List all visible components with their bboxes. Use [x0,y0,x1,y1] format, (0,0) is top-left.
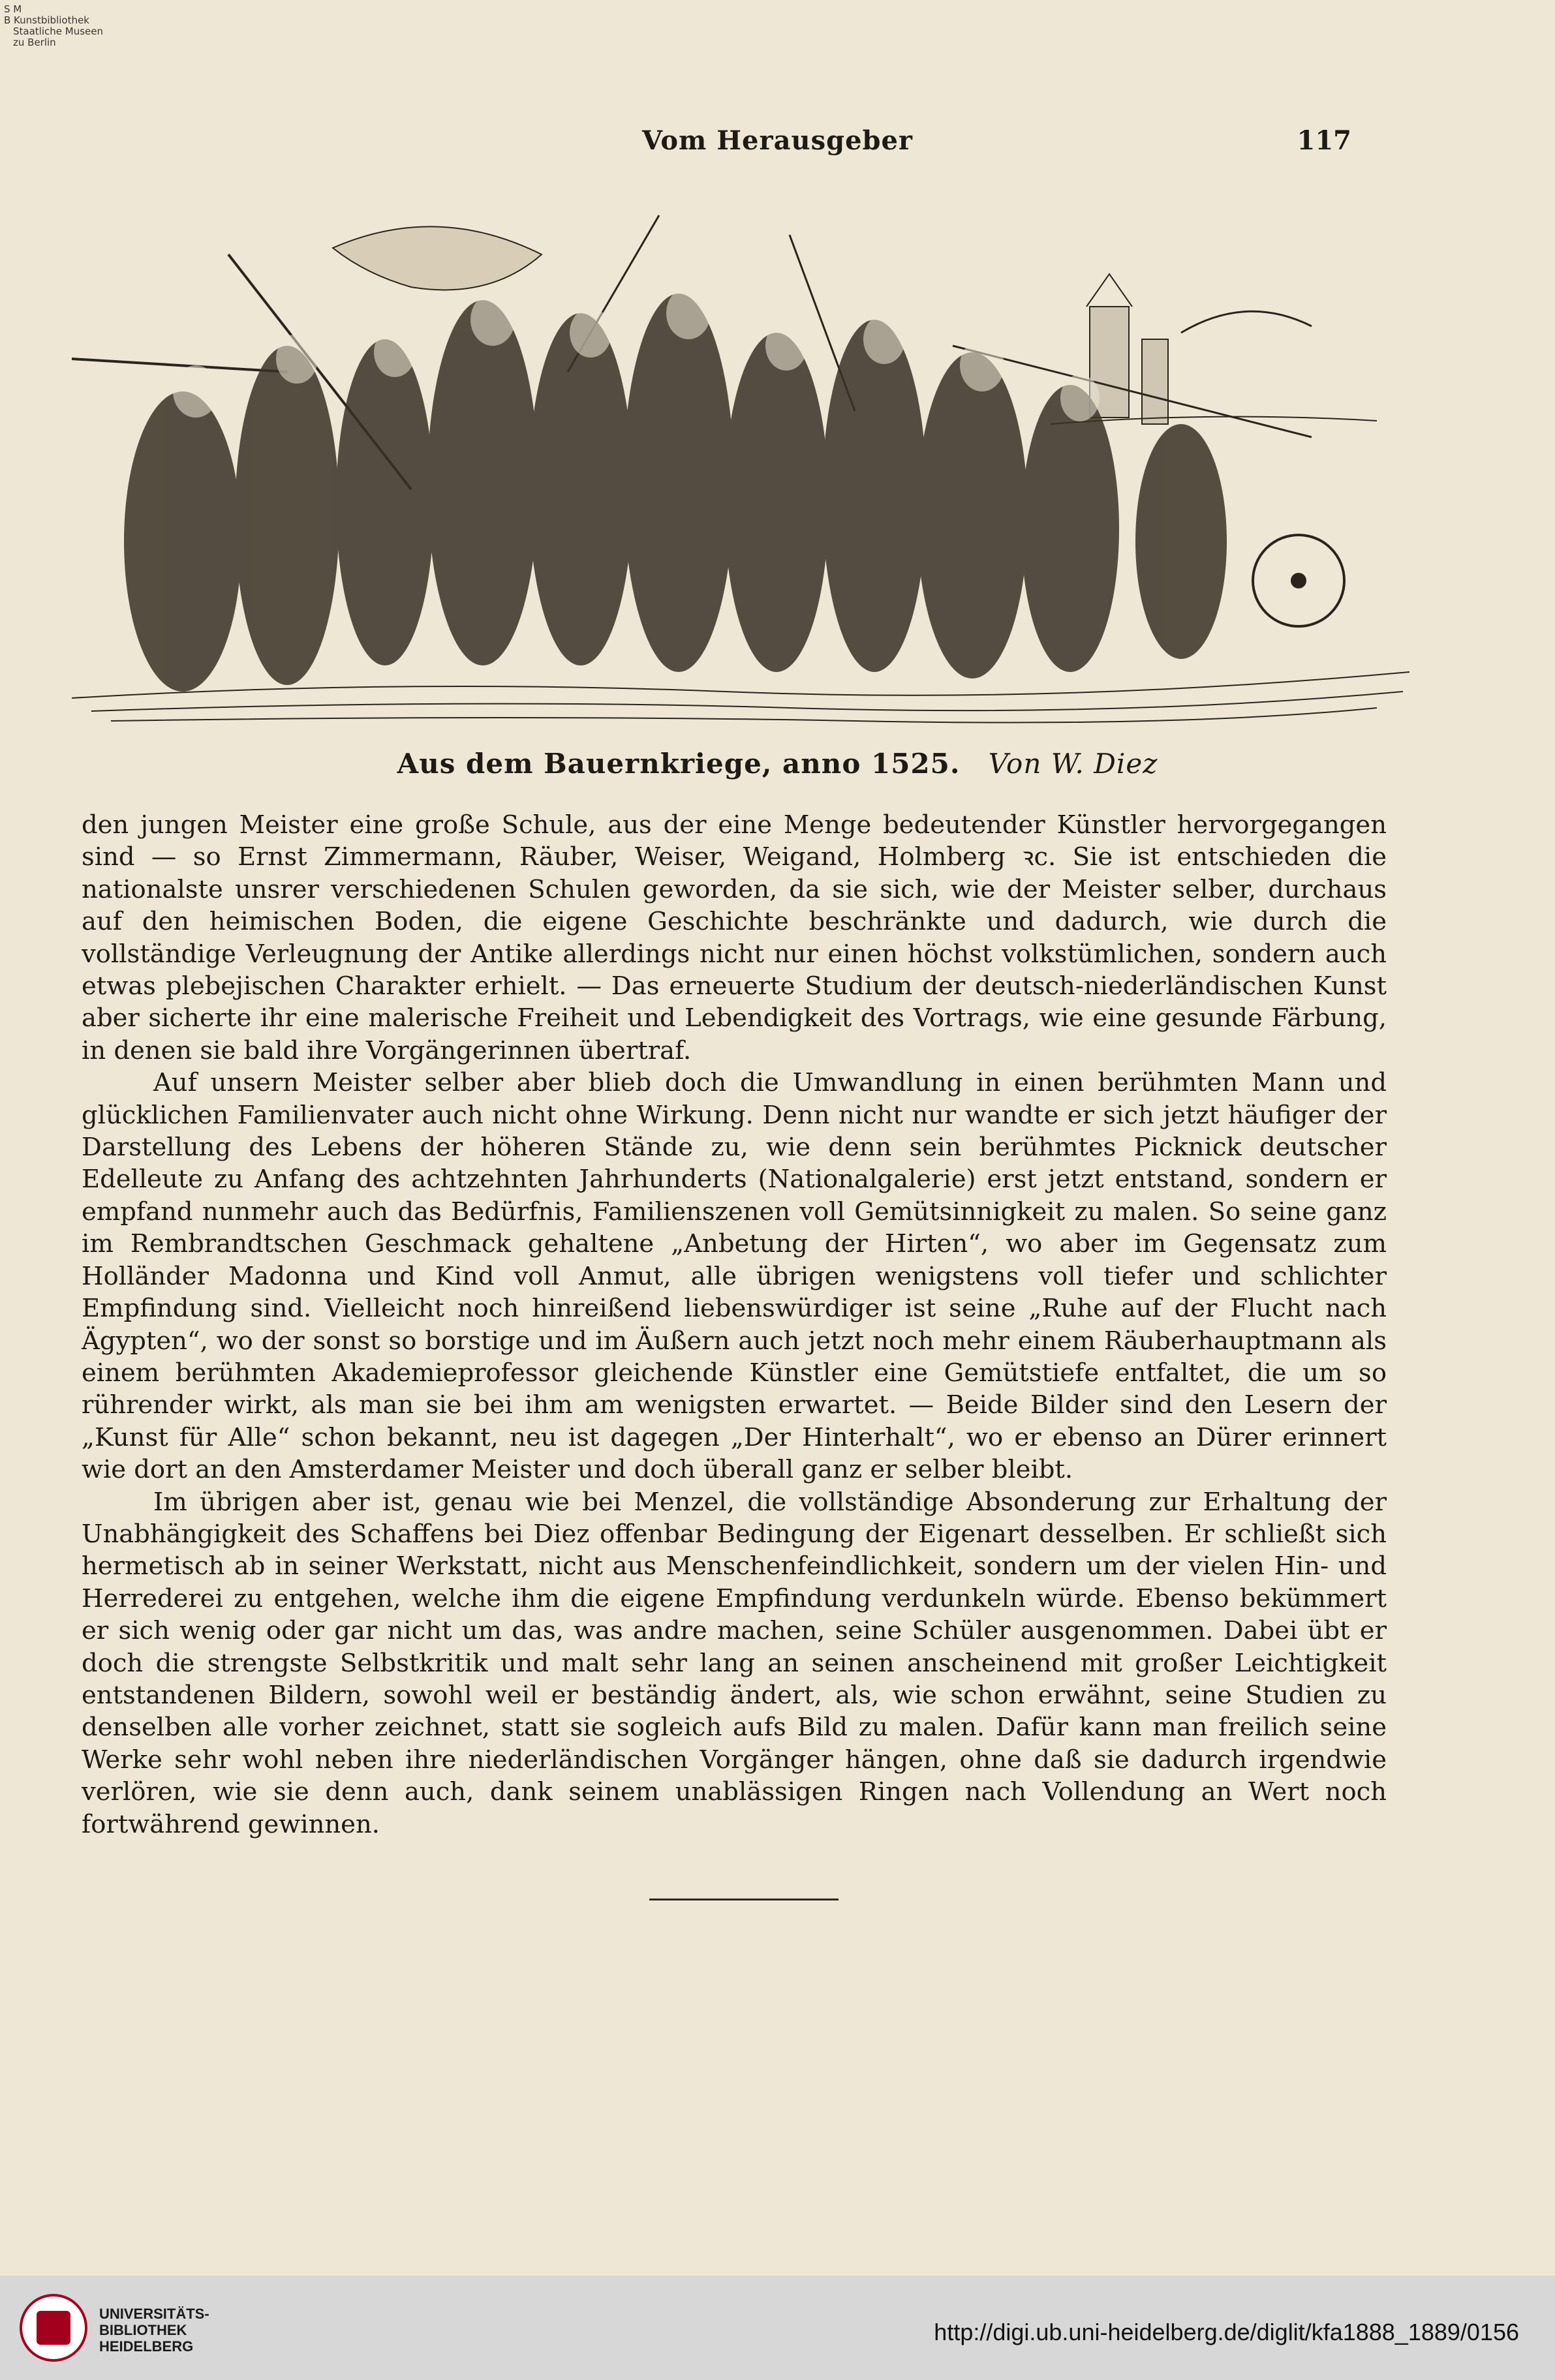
caption-author: Von W. Diez [988,748,1158,780]
stamp-line: Staatliche Museen [13,25,103,37]
article-body [82,809,1387,1840]
digitization-footer [0,2276,1555,2380]
library-stamp [4,4,103,48]
source-url-link[interactable]: http://digi.ub.uni-heidelberg.de/diglit/kfa1888_1889/0156 [934,2319,1519,2345]
paragraph: Auf unsern Meister selber aber blieb doch die Umwandlung in einen berühmten Mann und glücklichen Familienvater auch nicht ohne Wirkung. Denn nicht nur wandte er sich jetzt häufiger der Darstellung des Lebens der höheren Stände zu, wie denn sein berühmtes Picknick deutscher Edelleute zu Anfang des achtzehnten Jahrhunderts (Nationalgalerie) erst jetzt entstand, sondern er empfand nunmehr auch das Bedürfnis, Familienszenen voll Gemütsinnigkeit zu malen. So seine ganz im Rembrandtschen Geschmack gehaltene „Anbetung der Hirten“, wo aber im Gegensatz zum Holländer Madonna und Kind voll Anmut, alle übrigen wenigstens voll tiefer und schlichter Empfindung sind. Vielleicht noch hinreißend liebenswürdiger ist seine „Ruhe auf der Flucht nach Ägypten“, wo der sonst so borstige und im Äußern auch jetzt noch mehr einem Räuberhauptmann als einem berühmten Akademieprofessor gleichende Künstler eine Gemütstiefe entfaltet, die um so rührender wirkt, als man sie bei ihm am wenigsten erwartet. — Beide Bilder sind den Lesern der „Kunst für Alle“ schon bekannt, neu ist dagegen „Der Hinterhalt“, wo er ebenso an Dürer erinnert wie dort an den Amsterdamer Meister und doch überall ganz er selber bleibt. [82,1068,1387,1485]
university-seal-icon [20,2294,87,2362]
engraving-illustration [72,176,1409,731]
stamp-line: zu Berlin [13,37,56,48]
section-divider [649,1899,839,1900]
library-name: UNIVERSITÄTS- BIBLIOTHEK HEIDELBERG [99,2306,209,2355]
caption-title: Aus dem Bauernkriege, anno 1525. [397,748,961,780]
paragraph: den jungen Meister eine große Schule, aus der eine Menge bedeutender Künstler hervorgegangen sind — so Ernst Zimmermann, Räuber, Weiser, Weigand, Holmberg ꝛc. Sie ist entschieden die nationalste unsrer verschiedenen Schulen geworden, da sie sich, wie der Meister selber, durchaus auf den heimischen Boden, die eigene Geschichte beschränkte und dadurch, wie durch die vollständige Verleugnung der Antike allerdings nicht nur einen höchst volkstümlichen, sondern auch etwas plebejischen Charakter erhielt. — Das erneuerte Studium der deutsch-niederländischen Kunst aber sicherte ihr eine malerische Freiheit und Lebendigkeit des Vortrags, wie eine gesunde Färbung, in denen sie bald ihre Vorgängerinnen übertraf. [82,810,1387,1065]
paragraph: Im übrigen aber ist, genau wie bei Menzel, die vollständige Absonderung zur Erhaltung der Unabhängigkeit des Schaffens bei Diez offenbar Bedingung der Eigenart desselben. Er schließt sich hermetisch ab in seiner Werkstatt, nicht aus Menschenfeindlichkeit, sondern um der vielen Hin- und Herrederei zu entgehen, welche ihm die eigene Empfindung verdunkeln würde. Ebenso bekümmert er sich wenig oder gar nicht um das, was andre machen, seine Schüler ausgenommen. Dabei übt er doch die strengste Selbstkritik und malt sehr lang an seinen anscheinend mit großer Leichtigkeit entstandenen Bildern, sowohl weil er beständig ändert, als, wie schon erwähnt, seine Studien zu denselben alle vorher zeichnet, statt sie sogleich aufs Bild zu malen. Dafür kann man freilich seine Werke sehr wohl neben ihre niederländischen Vorgänger hängen, ohne daß sie dadurch irgendwie verlören, wie sie denn auch, dank seinem unablässigen Ringen nach Vollendung an Wert noch fortwährend gewinnen. [82,1487,1387,1839]
running-head [0,125,1555,164]
stamp-line: B Kunstbibliothek [4,14,89,26]
figure-caption [0,748,1555,780]
page-number: 117 [1297,125,1351,156]
stamp-line: S M [4,3,22,15]
running-title: Vom Herausgeber [641,125,914,156]
